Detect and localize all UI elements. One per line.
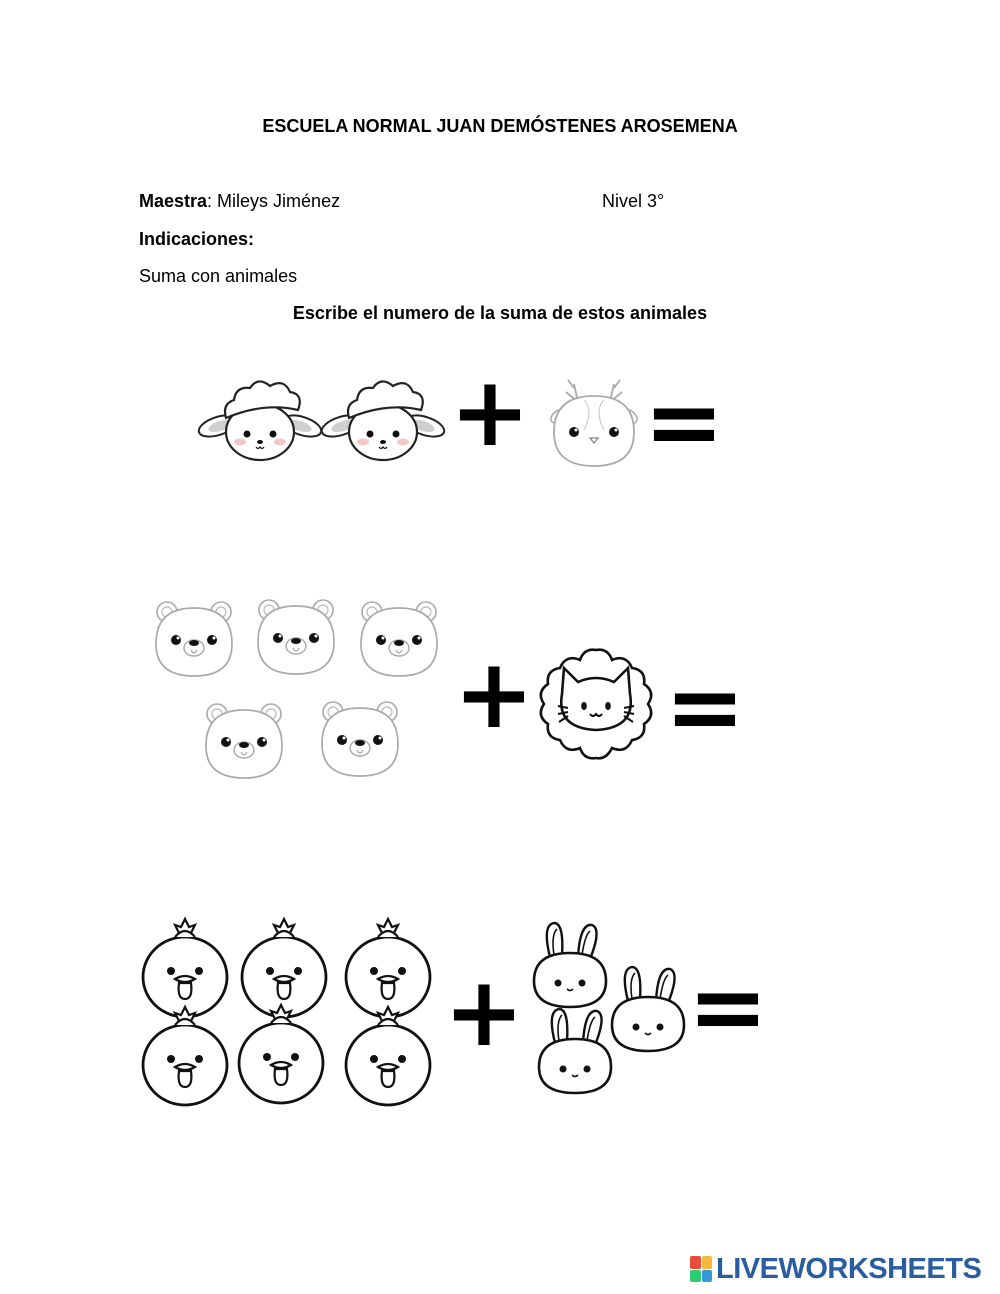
- instruction-text: Escribe el numero de la suma de estos animales: [292, 303, 708, 323]
- school-title: ESCUELA NORMAL JUAN DEMÓSTENES AROSEMENA: [262, 116, 738, 136]
- chick-icon: [346, 1007, 430, 1105]
- chick-icon: [143, 919, 227, 1017]
- sheep-icon: [196, 381, 324, 460]
- bunny-icon: [612, 967, 684, 1051]
- teacher-line: [139, 191, 340, 212]
- level-text: Nivel 3°: [602, 191, 665, 211]
- chick-icon: [242, 919, 326, 1017]
- chick-icon: [143, 1007, 227, 1105]
- indications-label: Indicaciones:: [139, 229, 255, 249]
- exercise-1: [0, 350, 1000, 480]
- teacher-name: : Mileys Jiménez: [207, 191, 341, 211]
- bear-icon: [206, 704, 282, 778]
- lion-icon: [541, 650, 651, 759]
- equals-sign: =: [664, 651, 746, 763]
- chick-icon: [346, 919, 430, 1017]
- bear-icon: [322, 702, 398, 776]
- equals-sign: =: [643, 366, 725, 478]
- bear-icon: [156, 602, 232, 676]
- deer-icon: [548, 380, 639, 466]
- bear-icon: [258, 600, 334, 674]
- exercise-3: [0, 925, 1000, 1110]
- plus-sign: +: [449, 356, 531, 468]
- plus-sign: +: [453, 638, 535, 750]
- sheep-icon: [319, 381, 447, 460]
- teacher-label: Maestra: [139, 191, 208, 211]
- bunny-icon: [534, 923, 606, 1007]
- chick-icon: [239, 1005, 323, 1103]
- bunny-icon: [539, 1009, 611, 1093]
- plus-sign: +: [443, 956, 525, 1068]
- logo-text: LIVEWORKSHEETS: [716, 1252, 982, 1285]
- bear-icon: [361, 602, 437, 676]
- exercise-2: [0, 580, 1000, 800]
- equals-sign: =: [687, 951, 769, 1063]
- logo-badge-icon: [690, 1256, 712, 1282]
- liveworksheets-logo: [690, 1252, 981, 1286]
- subtitle: Suma con animales: [139, 266, 298, 286]
